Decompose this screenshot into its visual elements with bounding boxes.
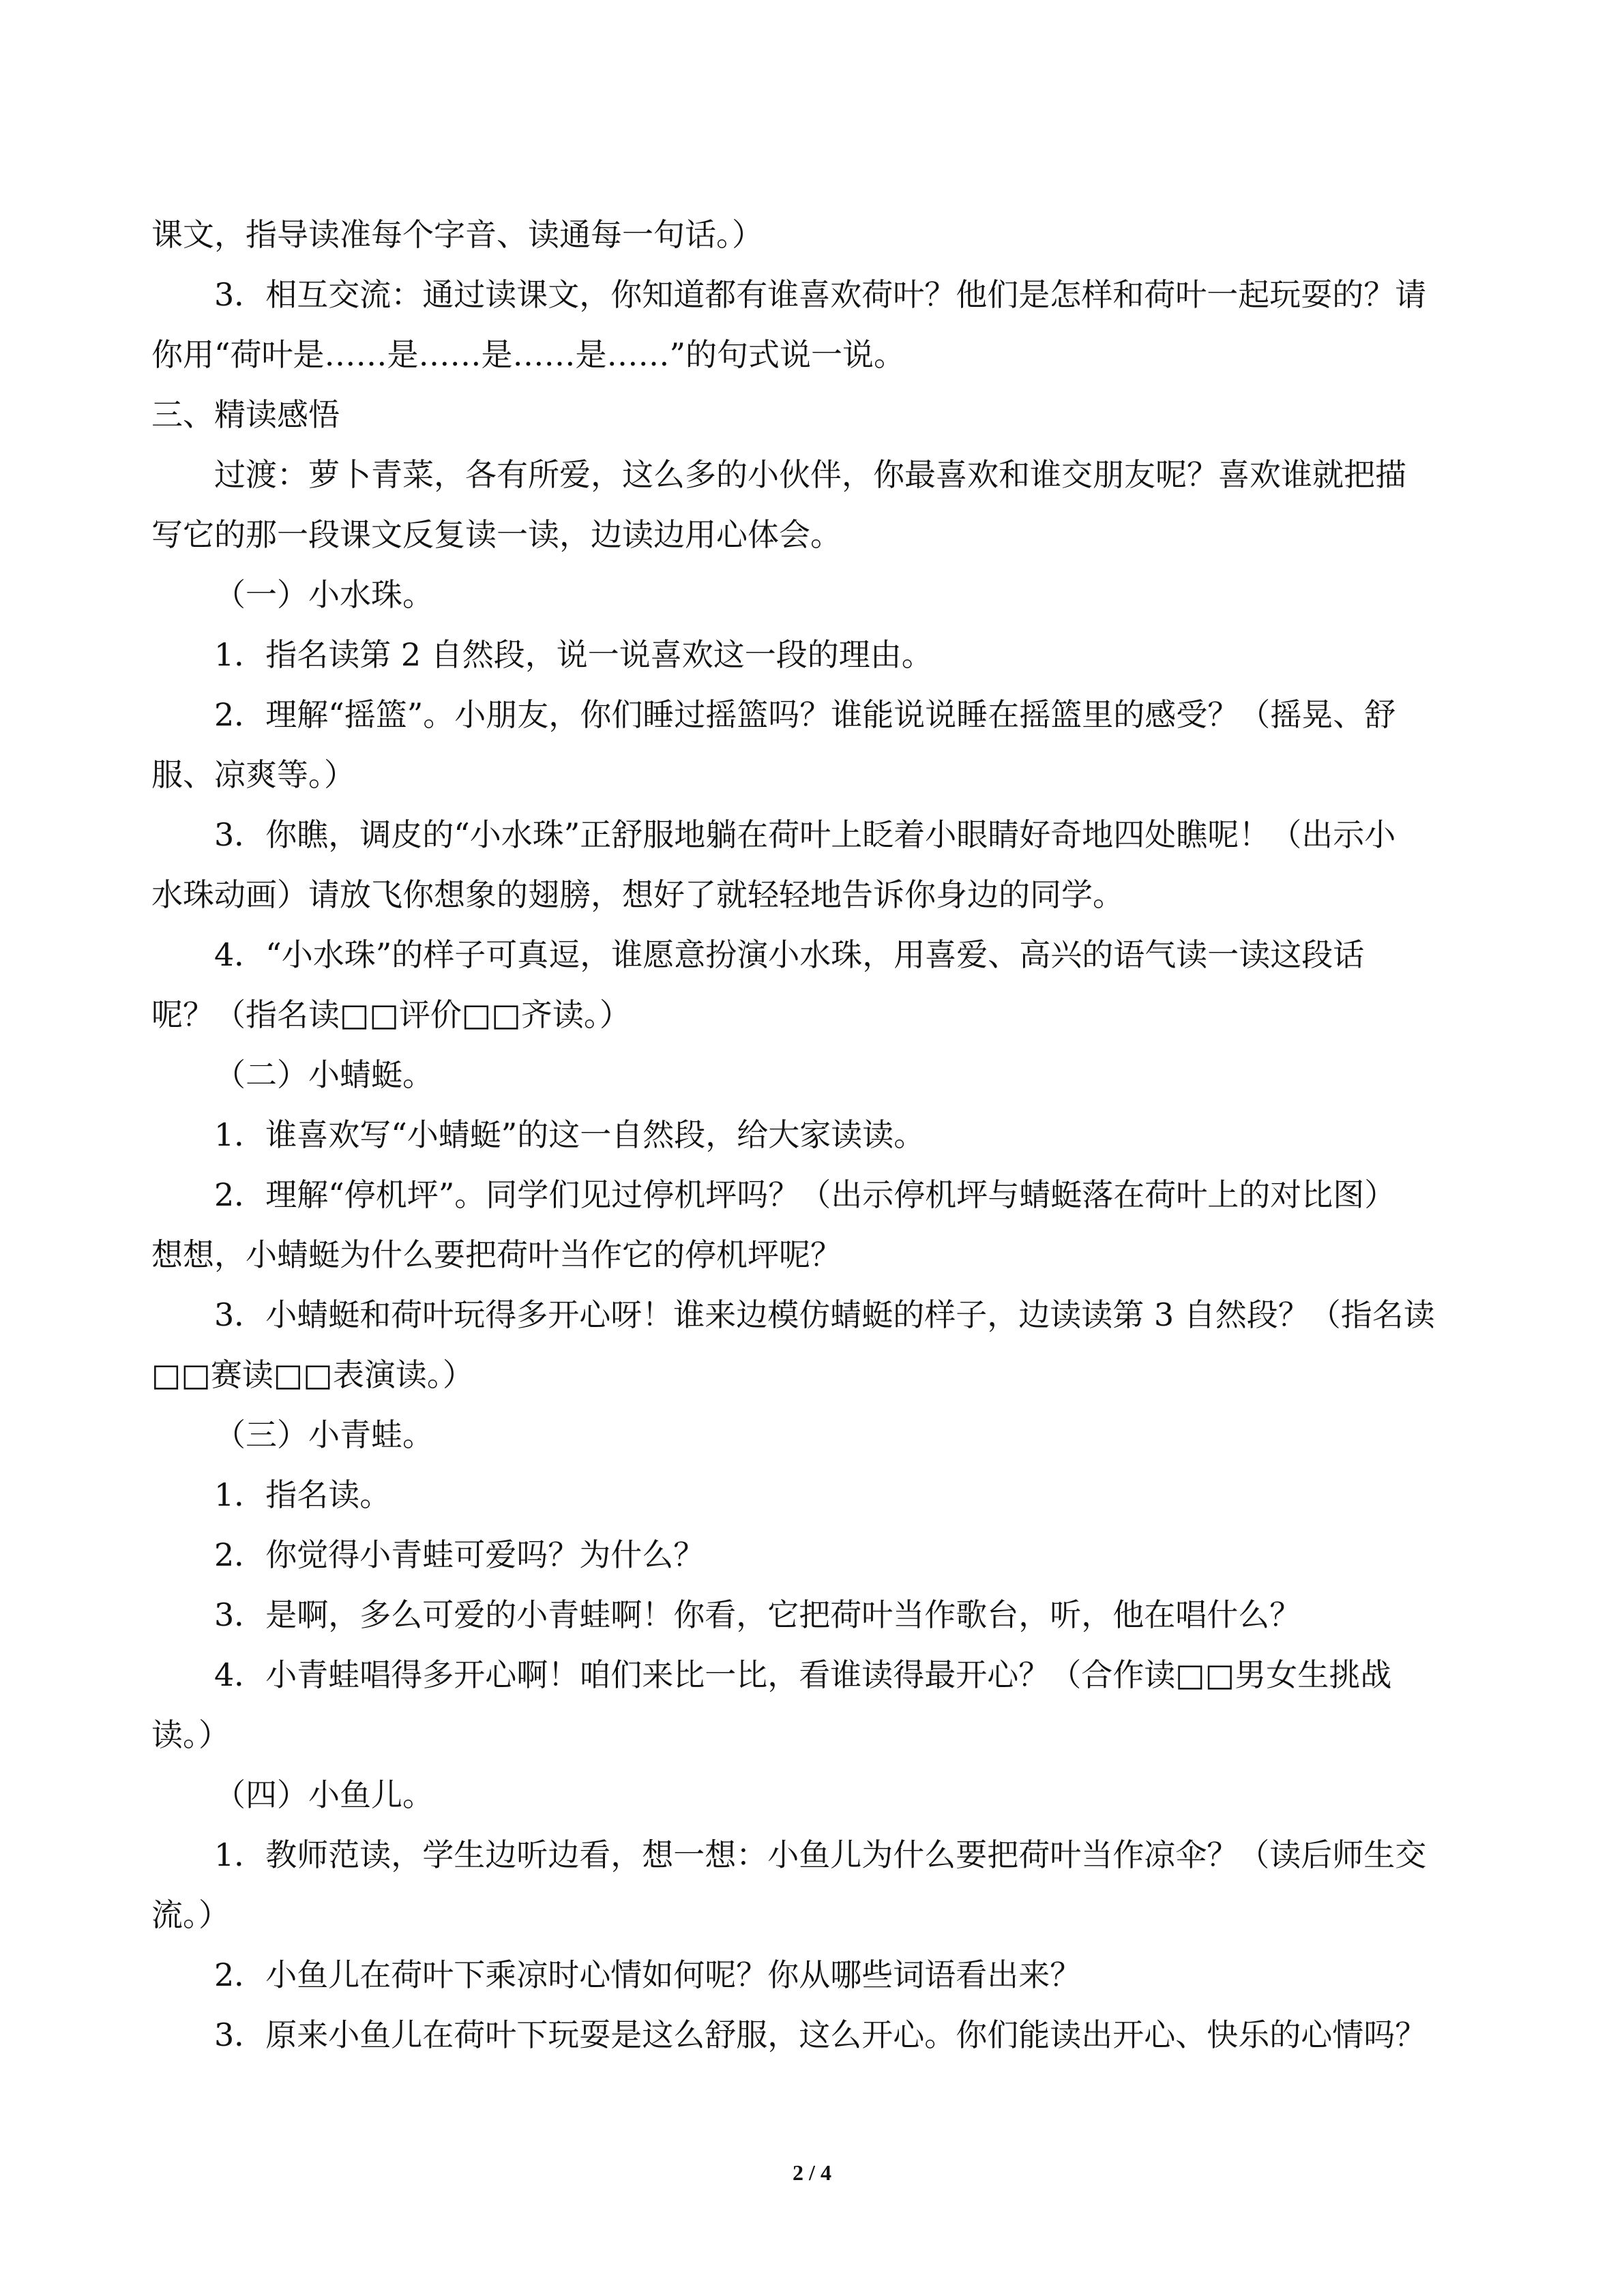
- subsection-heading: （二）小蜻蜓。: [214, 1056, 434, 1093]
- text-line: 1．指名读。: [214, 1476, 392, 1513]
- subsection-heading: （四）小鱼儿。: [214, 1776, 434, 1813]
- text-line: 2．理解“摇篮”。小朋友，你们睡过摇篮吗？谁能说说睡在摇篮里的感受？（摇晃、舒: [214, 696, 1396, 733]
- subsection-heading: （一）小水珠。: [214, 576, 434, 613]
- text-line: 1．指名读第 2 自然段，说一说喜欢这一段的理由。: [214, 636, 933, 673]
- text-line: 课文，指导读准每个字音、读通每一句话。）: [151, 216, 763, 253]
- document-body: [151, 205, 1475, 2065]
- text-line: 服、凉爽等。）: [151, 756, 355, 793]
- text-line: 4．“小水珠”的样子可真逗，谁愿意扮演小水珠，用喜爱、高兴的语气读一读这段话: [214, 936, 1365, 973]
- text-line: 1．谁喜欢写“小蜻蜓”的这一自然段，给大家读读。: [214, 1116, 926, 1153]
- text-line: □□赛读□□表演读。）: [151, 1356, 474, 1393]
- text-line: 呢？（指名读□□评价□□齐读。）: [151, 996, 631, 1033]
- text-line: 3．是啊，多么可爱的小青蛙啊！你看，它把荷叶当作歌台，听，他在唱什么？: [214, 1596, 1301, 1633]
- text-line: 4．小青蛙唱得多开心啊！咱们来比一比，看谁读得最开心？（合作读□□男女生挑战: [214, 1656, 1392, 1693]
- text-line: 水珠动画）请放飞你想象的翅膀，想好了就轻轻地告诉你身边的同学。: [151, 876, 1124, 913]
- text-line: 写它的那一段课文反复读一读，边读边用心体会。: [151, 516, 842, 553]
- text-line: 3．原来小鱼儿在荷叶下玩耍是这么舒服，这么开心。你们能读出开心、快乐的心情吗？: [214, 2016, 1427, 2053]
- text-line: 1．教师范读，学生边听边看，想一想：小鱼儿为什么要把荷叶当作凉伞？（读后师生交: [214, 1836, 1427, 1873]
- subsection-heading: （三）小青蛙。: [214, 1416, 434, 1453]
- page-number: 2 / 4: [793, 2160, 831, 2185]
- text-line: 你用“荷叶是……是……是……是……”的句式说一说。: [151, 336, 906, 373]
- text-line: 2．小鱼儿在荷叶下乘凉时心情如何呢？你从哪些词语看出来？: [214, 1956, 1082, 1993]
- text-line: 读。）: [151, 1716, 230, 1753]
- text-line: 3．小蜻蜓和荷叶玩得多开心呀！谁来边模仿蜻蜓的样子，边读读第 3 自然段？（指名读: [214, 1296, 1435, 1333]
- text-line: 2．你觉得小青蛙可爱吗？为什么？: [214, 1536, 705, 1573]
- text-line: 3．你瞧，调皮的“小水珠”正舒服地躺在荷叶上眨着小眼睛好奇地四处瞧呢！（出示小: [214, 816, 1396, 853]
- text-line: 2．理解“停机坪”。同学们见过停机坪吗？（出示停机坪与蜻蜓落在荷叶上的对比图）: [214, 1176, 1396, 1213]
- text-line: 想想，小蜻蜓为什么要把荷叶当作它的停机坪呢？: [151, 1236, 842, 1273]
- text-line: 流。）: [151, 1896, 230, 1933]
- text-line: 3．相互交流：通过读课文，你知道都有谁喜欢荷叶？他们是怎样和荷叶一起玩耍的？请: [214, 276, 1427, 313]
- text-line: 过渡：萝卜青菜，各有所爱，这么多的小伙伴，你最喜欢和谁交朋友呢？喜欢谁就把描: [214, 456, 1406, 493]
- section-heading: 三、精读感悟: [151, 396, 340, 433]
